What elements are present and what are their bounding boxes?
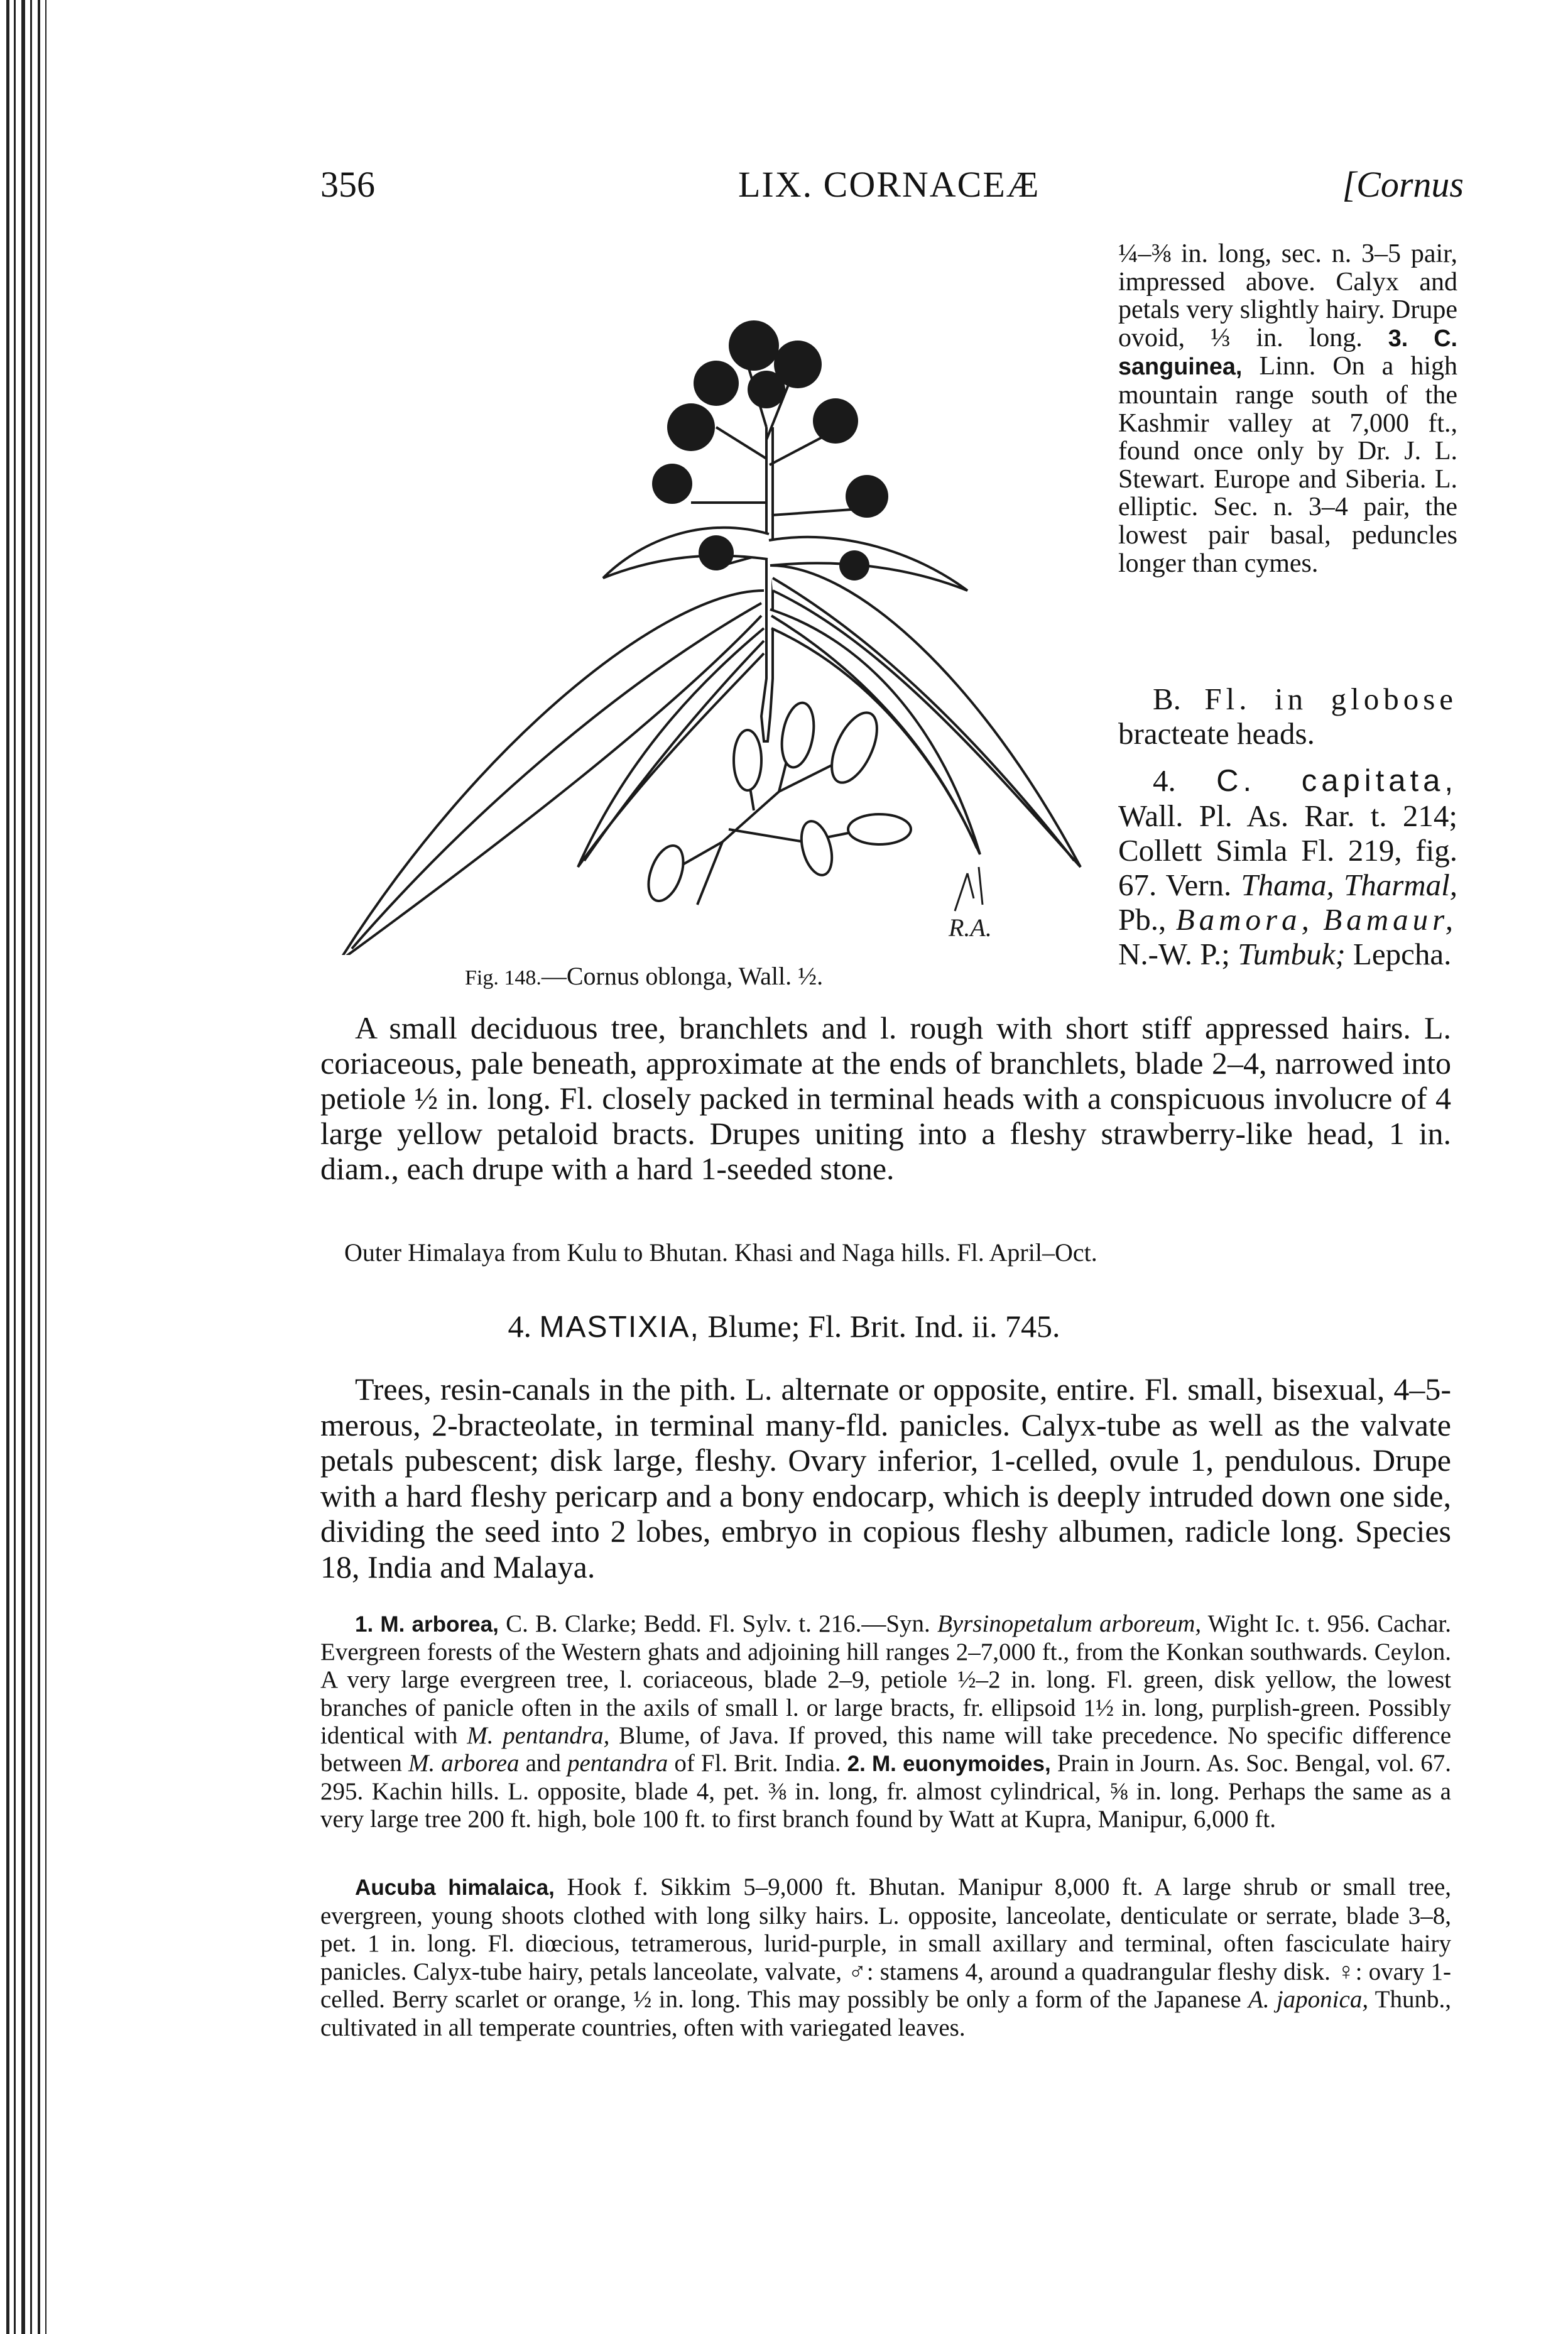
species-text: Thunb., cultivated in all temperate countries, often with variegated leaves. <box>320 1986 1451 2041</box>
binding-edge <box>14 0 16 2334</box>
capitata-heading <box>1118 763 1457 971</box>
mastixia-heading <box>0 1308 1568 1344</box>
figure-caption <box>465 961 823 991</box>
species-text: Blume, of Java. If proved, this name will take precedence. No specific difference between <box>320 1721 1452 1777</box>
species-text: of Fl. Brit. India. <box>674 1750 841 1777</box>
sanguinea-description: ¼–⅜ in. long, sec. n. 3–5 pair, impressed above. Calyx and petals very slightly hairy. Drupe ovoid, ⅓ in. long. <box>1118 239 1457 352</box>
synonym-name: Byrsinopetalum arboreum, <box>937 1610 1202 1637</box>
binding-edge <box>21 0 25 2334</box>
species-text: Hook f. Sikkim 5–9,000 ft. Bhutan. Manipur 8,000 ft. A large shrub or small tree, evergreen, young shoots clothed with long silky hairs. L. opposite, lanceolate, denticulate or serrate, blade 3–8, pet. 1 in. long. Fl. diœcious, tetramerous, lurid-purple, in small axillary and terminal, often fasciculate hairy panicles. Calyx-tube hairy, petals lanceolate, valvate, ♂: stamens 4, around a quadrangular fleshy disk. ♀: ovary 1-celled. Berry scarlet or orange, ½ in. long. This may possibly be only a form of the Japanese <box>320 1873 1452 2014</box>
page-number: 356 <box>320 164 375 205</box>
vernacular-name: Bamaur, <box>1323 902 1457 937</box>
caption-name: —Cornus oblonga, Wall. <box>541 962 792 990</box>
binding-edge <box>6 0 9 2334</box>
group-text: Fl. <box>1204 682 1251 716</box>
species-italic: A. japonica, <box>1248 1986 1369 2014</box>
species-label: Aucuba himalaica, <box>355 1875 555 1900</box>
sanguinea-distribution: Linn. On a high mountain range south of the Kashmir valley at 7,000 ft., found once only by Dr. J. L. Stewart. Europe and Siberia. L. elliptic. Sec. n. 3–4 pair, the lowest pair basal, peduncles longer than cymes. <box>1118 352 1458 578</box>
running-title: LIX. CORNACEÆ <box>738 164 1040 205</box>
vernacular-region: Pb., <box>1118 902 1167 937</box>
species-italic: pentandra <box>567 1750 668 1777</box>
group-text: bracteate heads. <box>1118 716 1315 751</box>
capitata-distribution: Outer Himalaya from Kulu to Bhutan. Khasi and Naga hills. Fl. April–Oct. <box>344 1238 1097 1267</box>
species-text: Prain in Journ. As. Soc. Bengal, vol. 67. 295. Kachin hills. L. opposite, blade 4, pet. ⅜ in. long, fr. almost cylindrical, ⅝ in. long. Perhaps the same as a very large tree 200 ft. high, bole 100 ft. to first branch found by Watt at Kupra, Manipur, 6,000 ft. <box>320 1750 1452 1833</box>
artist-initials: R.A. <box>949 913 992 942</box>
binding-edge <box>38 0 40 2334</box>
mastixia-species-paragraph <box>320 1610 1451 1834</box>
caption-prefix: Fig. 148. <box>465 966 542 990</box>
species-italic: M. pentandra, <box>467 1721 610 1749</box>
group-text: globose <box>1331 682 1458 716</box>
running-header <box>0 163 1464 207</box>
vernacular-region: Lepcha. <box>1353 937 1452 971</box>
binding-edge <box>30 0 32 2334</box>
cornus-oblonga-illustration <box>314 239 1106 955</box>
vernacular-name: Thama, <box>1241 868 1334 902</box>
aucuba-paragraph <box>320 1873 1451 2042</box>
capitata-description: A small deciduous tree, branchlets and l. rough with short stiff appressed hairs. L. coriaceous, pale beneath, approximate at the ends of branchlets, blade 2–4, narrowed into petiole ½ in. long. Fl. closely packed in terminal heads with a conspicuous involucre of 4 large yellow petaloid bracts. Drupes uniting into a fleshy strawberry-like head, 1 in. diam., each drupe with a hard 1-seeded stone. <box>320 1010 1451 1186</box>
vernacular-region: N.-W. P.; <box>1118 937 1230 971</box>
sanguinea-paragraph <box>1118 240 1457 577</box>
vernacular-name: Tumbuk; <box>1238 937 1346 971</box>
species-text: and <box>525 1750 561 1777</box>
species-italic: M. arborea <box>408 1750 520 1777</box>
species-label: 1. M. arborea, <box>355 1612 499 1637</box>
species-name: C. capitata, <box>1216 764 1457 798</box>
species-number: 4. <box>1153 763 1176 798</box>
genus-number: 4. <box>508 1309 531 1344</box>
species-text: C. B. Clarke; Bedd. Fl. Sylv. t. 216.—Syn. <box>506 1610 930 1637</box>
caption-scale: ½. <box>798 962 824 990</box>
group-text: in <box>1275 682 1308 716</box>
species-text: Wight Ic. t. 956. Cachar. Evergreen forests of the Western ghats and adjoining hill ranges 2–7,000 ft., from the Konkan southwards. Ceylon. A very large evergreen tree, l. coriaceous, blade 2–9, petiole ½–2 in. long. Fl. green, disk yellow, the lowest branches of panicle often in the axils of small l. or large bracts, fr. ellipsoid 1½ in. long, purplish-green. Possibly identical with <box>320 1610 1452 1749</box>
vernacular-name: Bamora, <box>1175 902 1314 937</box>
capitata-references: Wall. Pl. As. Rar. t. 214; Collett Simla Fl. 219, fig. 67. Vern. <box>1118 799 1457 902</box>
group-label: B. <box>1153 682 1181 716</box>
species-label: 2. M. euonymoides, <box>847 1752 1051 1777</box>
group-b-heading <box>1118 682 1457 751</box>
species-name: sanguinea, <box>1118 354 1243 381</box>
species-number: 3. C. <box>1388 325 1458 352</box>
genus-bracket: [Cornus <box>1342 164 1464 205</box>
vernacular-name: Tharmal, <box>1343 868 1458 902</box>
genus-name: MASTIXIA, <box>539 1311 700 1344</box>
mastixia-description: Trees, resin-canals in the pith. L. alternate or opposite, entire. Fl. small, bisexual, 4–5-merous, 2-bracteolate, in terminal many-fld. panicles. Calyx-tube as well as the valvate petals pubescent; disk large, fleshy. Ovary inferior, 1-celled, ovule 1, pendulous. Drupe with a hard fleshy pericarp and a bony endocarp, which is deeply intruded down one side, dividing the seed into 2 lobes, embryo in copious fleshy albumen, radicle long. Species 18, India and Malaya. <box>320 1371 1451 1584</box>
binding-edge <box>45 0 46 2334</box>
genus-reference: Blume; Fl. Brit. Ind. ii. 745. <box>707 1309 1060 1344</box>
